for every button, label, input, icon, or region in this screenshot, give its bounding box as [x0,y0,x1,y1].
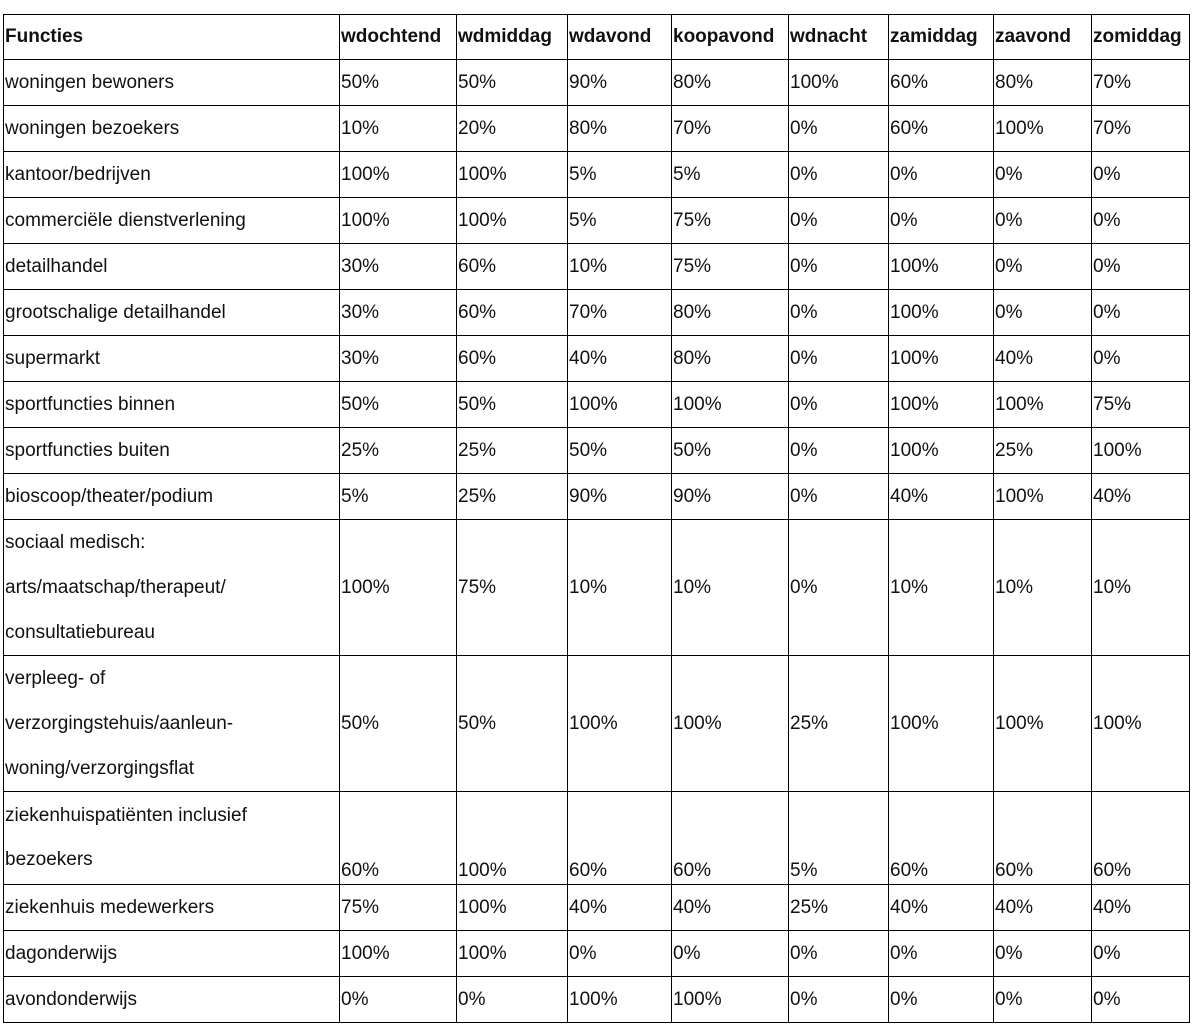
value-cell-wdavond: 100% [568,977,672,1023]
value-cell-wdmiddag: 20% [457,106,568,152]
row-label-cell [4,931,340,977]
row-label-cell [4,792,340,885]
value-cell-zaavond: 40% [994,336,1092,382]
value-cell-wdochtend: 50% [340,656,457,792]
value-cell-zomiddag: 10% [1092,520,1190,656]
value-cell-wdochtend: 5% [340,474,457,520]
value-cell-zomiddag: 40% [1092,474,1190,520]
value-cell-zomiddag: 70% [1092,60,1190,106]
value-cell-koopavond: 80% [672,290,789,336]
row-label-cell [4,656,340,792]
value-cell-wdochtend: 60% [340,792,457,885]
header-row [4,15,1190,60]
value-cell-wdavond: 80% [568,106,672,152]
value-cell-zomiddag: 0% [1092,152,1190,198]
value-cell-wdmiddag: 100% [457,792,568,885]
value-cell-koopavond: 10% [672,520,789,656]
value-cell-zaavond: 100% [994,656,1092,792]
value-cell-wdavond: 70% [568,290,672,336]
table-row [4,152,1190,198]
value-cell-zomiddag: 0% [1092,290,1190,336]
value-cell-zomiddag: 0% [1092,244,1190,290]
value-cell-koopavond: 40% [672,885,789,931]
value-cell-wdavond: 0% [568,931,672,977]
row-label-cell [4,290,340,336]
value-cell-zamiddag: 100% [889,428,994,474]
value-cell-zomiddag: 70% [1092,106,1190,152]
value-cell-zomiddag: 0% [1092,931,1190,977]
value-cell-zaavond: 0% [994,244,1092,290]
table-row [4,474,1190,520]
table-row [4,198,1190,244]
value-cell-wdavond: 60% [568,792,672,885]
value-cell-zomiddag: 0% [1092,336,1190,382]
table-row [4,792,1190,885]
parking-percentages-table [3,14,1190,1023]
value-cell-wdavond: 10% [568,244,672,290]
value-cell-zaavond: 10% [994,520,1092,656]
value-cell-wdavond: 100% [568,656,672,792]
value-cell-wdochtend: 100% [340,520,457,656]
row-label-cell [4,60,340,106]
value-cell-zamiddag: 60% [889,792,994,885]
value-cell-zaavond: 0% [994,977,1092,1023]
value-cell-zamiddag: 10% [889,520,994,656]
value-cell-wdochtend: 100% [340,198,457,244]
row-label-line: verzorgingstehuis/aanleun- [5,713,234,734]
value-cell-wdmiddag: 0% [457,977,568,1023]
row-label-line: bioscoop/theater/podium [5,486,214,507]
value-cell-wdnacht: 0% [789,382,889,428]
value-cell-koopavond: 100% [672,977,789,1023]
value-cell-wdmiddag: 100% [457,152,568,198]
table-row [4,60,1190,106]
row-label-line: ziekenhuispatiënten inclusief [5,805,247,826]
row-label-cell [4,336,340,382]
row-label-line: woningen bezoekers [5,118,180,139]
value-cell-zamiddag: 60% [889,60,994,106]
column-header-zaavond: zaavond [994,15,1092,60]
value-cell-wdochtend: 30% [340,290,457,336]
value-cell-koopavond: 50% [672,428,789,474]
table-row [4,428,1190,474]
row-label-line: grootschalige detailhandel [5,302,226,323]
value-cell-wdochtend: 100% [340,152,457,198]
row-label-line: commerciële dienstverlening [5,210,246,231]
table-row [4,931,1190,977]
row-label-line: sportfuncties binnen [5,394,176,415]
row-label-cell [4,885,340,931]
column-header-zomiddag: zomiddag [1092,15,1190,60]
value-cell-koopavond: 60% [672,792,789,885]
value-cell-wdnacht: 5% [789,792,889,885]
value-cell-wdnacht: 0% [789,152,889,198]
value-cell-koopavond: 100% [672,382,789,428]
value-cell-koopavond: 90% [672,474,789,520]
value-cell-wdochtend: 50% [340,382,457,428]
value-cell-wdavond: 40% [568,885,672,931]
row-label-cell [4,520,340,656]
value-cell-wdochtend: 50% [340,60,457,106]
table-body [4,60,1190,1023]
column-header-functies: Functies [4,15,340,60]
value-cell-zamiddag: 100% [889,656,994,792]
value-cell-wdochtend: 25% [340,428,457,474]
value-cell-wdochtend: 30% [340,244,457,290]
value-cell-zamiddag: 0% [889,931,994,977]
row-label-line: dagonderwijs [5,943,117,964]
column-header-zamiddag: zamiddag [889,15,994,60]
value-cell-koopavond: 0% [672,931,789,977]
value-cell-zaavond: 100% [994,474,1092,520]
row-label-line: verpleeg- of [5,668,106,689]
row-label-line: consultatiebureau [5,622,155,643]
value-cell-zamiddag: 100% [889,382,994,428]
value-cell-zomiddag: 40% [1092,885,1190,931]
row-label-line: kantoor/bedrijven [5,164,151,185]
value-cell-wdnacht: 0% [789,977,889,1023]
value-cell-koopavond: 5% [672,152,789,198]
value-cell-wdavond: 40% [568,336,672,382]
value-cell-zomiddag: 0% [1092,198,1190,244]
value-cell-zamiddag: 0% [889,977,994,1023]
column-header-wdnacht: wdnacht [789,15,889,60]
value-cell-zomiddag: 100% [1092,656,1190,792]
table-row [4,244,1190,290]
value-cell-wdavond: 5% [568,152,672,198]
value-cell-zomiddag: 0% [1092,977,1190,1023]
row-label-line: woningen bewoners [5,72,175,93]
table-row [4,656,1190,792]
value-cell-wdnacht: 0% [789,931,889,977]
value-cell-wdmiddag: 60% [457,244,568,290]
row-label-line: woning/verzorgingsflat [5,758,195,779]
row-label-line: avondonderwijs [5,989,138,1010]
row-label-line: ziekenhuis medewerkers [5,897,215,918]
row-label-line: detailhandel [5,256,108,277]
value-cell-koopavond: 80% [672,60,789,106]
value-cell-wdochtend: 30% [340,336,457,382]
value-cell-wdmiddag: 60% [457,290,568,336]
table-row [4,336,1190,382]
value-cell-wdnacht: 100% [789,60,889,106]
value-cell-wdmiddag: 25% [457,428,568,474]
value-cell-wdochtend: 10% [340,106,457,152]
value-cell-zamiddag: 100% [889,336,994,382]
row-label-cell [4,977,340,1023]
value-cell-zamiddag: 40% [889,885,994,931]
value-cell-wdavond: 5% [568,198,672,244]
value-cell-zaavond: 100% [994,106,1092,152]
row-label-line: arts/maatschap/therapeut/ [5,577,226,598]
value-cell-wdavond: 90% [568,60,672,106]
value-cell-zamiddag: 100% [889,290,994,336]
row-label-cell [4,106,340,152]
value-cell-zaavond: 0% [994,931,1092,977]
value-cell-zaavond: 60% [994,792,1092,885]
row-label-cell [4,198,340,244]
value-cell-wdnacht: 0% [789,244,889,290]
value-cell-zomiddag: 60% [1092,792,1190,885]
value-cell-wdavond: 100% [568,382,672,428]
value-cell-zomiddag: 100% [1092,428,1190,474]
value-cell-wdnacht: 0% [789,290,889,336]
value-cell-zaavond: 0% [994,290,1092,336]
table-row [4,106,1190,152]
table-row [4,382,1190,428]
value-cell-wdochtend: 75% [340,885,457,931]
value-cell-zomiddag: 75% [1092,382,1190,428]
value-cell-wdmiddag: 50% [457,60,568,106]
row-label-cell [4,382,340,428]
value-cell-wdnacht: 25% [789,656,889,792]
column-header-wdochtend: wdochtend [340,15,457,60]
value-cell-zaavond: 40% [994,885,1092,931]
value-cell-zamiddag: 0% [889,198,994,244]
value-cell-wdnacht: 25% [789,885,889,931]
value-cell-zaavond: 0% [994,198,1092,244]
value-cell-wdmiddag: 100% [457,198,568,244]
value-cell-wdnacht: 0% [789,428,889,474]
value-cell-koopavond: 100% [672,656,789,792]
value-cell-zamiddag: 100% [889,244,994,290]
row-label-cell [4,474,340,520]
table-row [4,290,1190,336]
value-cell-zaavond: 80% [994,60,1092,106]
value-cell-wdnacht: 0% [789,520,889,656]
value-cell-wdochtend: 100% [340,931,457,977]
value-cell-zaavond: 100% [994,382,1092,428]
value-cell-koopavond: 70% [672,106,789,152]
value-cell-wdavond: 50% [568,428,672,474]
row-label-cell [4,152,340,198]
value-cell-wdmiddag: 50% [457,656,568,792]
value-cell-wdavond: 10% [568,520,672,656]
value-cell-wdmiddag: 50% [457,382,568,428]
row-label-line: sociaal medisch: [5,532,146,553]
value-cell-zamiddag: 60% [889,106,994,152]
table-row [4,885,1190,931]
value-cell-wdnacht: 0% [789,474,889,520]
row-label-line: sportfuncties buiten [5,440,170,461]
column-header-wdavond: wdavond [568,15,672,60]
value-cell-koopavond: 75% [672,198,789,244]
row-label-cell [4,244,340,290]
value-cell-wdmiddag: 25% [457,474,568,520]
table-row [4,977,1190,1023]
value-cell-wdmiddag: 100% [457,885,568,931]
value-cell-wdochtend: 0% [340,977,457,1023]
value-cell-wdnacht: 0% [789,336,889,382]
value-cell-wdnacht: 0% [789,198,889,244]
column-header-koopavond: koopavond [672,15,789,60]
value-cell-wdmiddag: 60% [457,336,568,382]
value-cell-wdavond: 90% [568,474,672,520]
value-cell-wdmiddag: 75% [457,520,568,656]
value-cell-wdmiddag: 100% [457,931,568,977]
table-row [4,520,1190,656]
column-header-wdmiddag: wdmiddag [457,15,568,60]
value-cell-zamiddag: 0% [889,152,994,198]
value-cell-zamiddag: 40% [889,474,994,520]
value-cell-wdnacht: 0% [789,106,889,152]
value-cell-zaavond: 0% [994,152,1092,198]
row-label-line: supermarkt [5,348,101,369]
row-label-line: bezoekers [5,849,93,870]
value-cell-koopavond: 80% [672,336,789,382]
value-cell-koopavond: 75% [672,244,789,290]
row-label-cell [4,428,340,474]
value-cell-zaavond: 25% [994,428,1092,474]
